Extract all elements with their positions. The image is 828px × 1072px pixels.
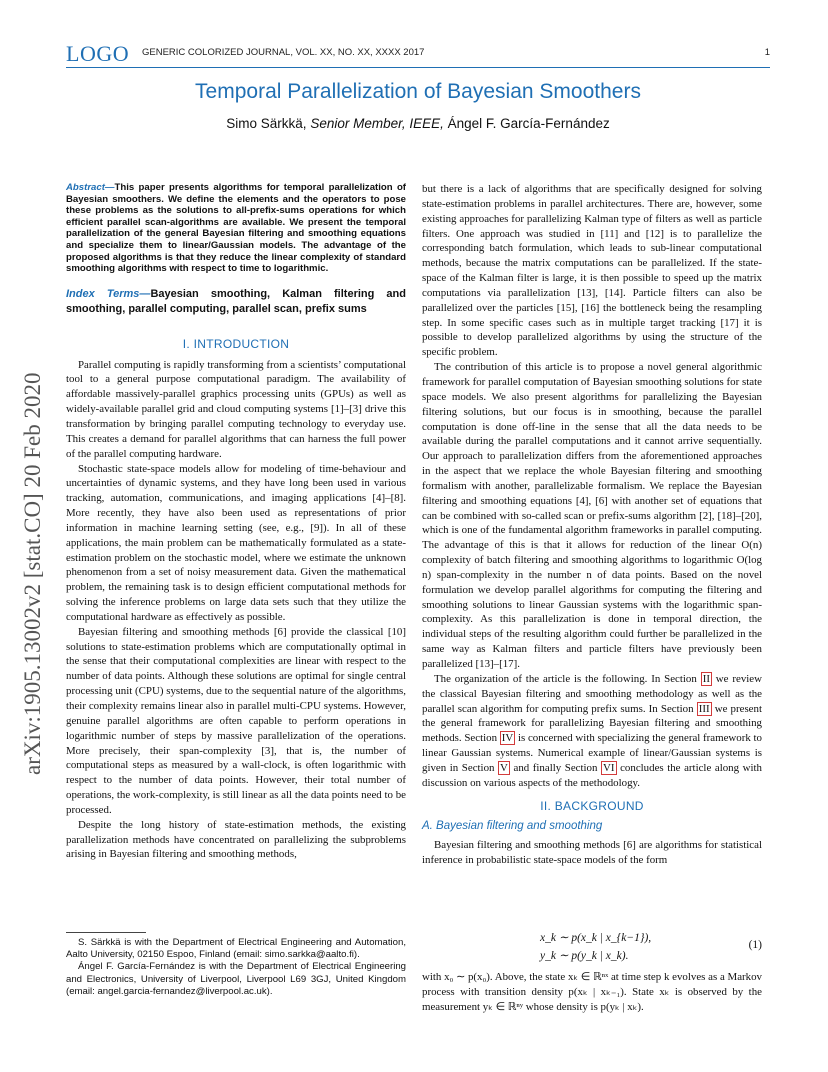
intro-paragraph: but there is a lack of algorithms that are specifically designed for solving state-estimation problems in parallel architectures. There are, however, some existing approaches for parallelizing Kalman type of filters as well as particle filters. One approach was studied in [11] and [12] is to parallelize the corresponding batch formulation, which leads to sub-linear computational methods, because the matrix computations can be parallelized. If the state-space of the Kalman filter is large, it is then possible to speed up the matrix computations via parallelization [13], [14]. Particle filters can also be parallelized over the particles [15], [16] the bottleneck being the resampling step. In some specific cases such as in multiple target tracking [17] it is possible to develop parallelized algorithms by using the structure of the specific problem. <box>422 183 762 359</box>
header-rule <box>66 67 770 68</box>
footnote-author-1: S. Särkkä is with the Department of Electrical Engineering and Automation, Aalto University, 02150 Espoo, Finland (email: simo.sarkka@aalto.fi). <box>66 937 406 961</box>
footnotes <box>66 937 406 998</box>
section-ref-link[interactable]: II <box>702 672 710 685</box>
page-number: 1 <box>764 47 770 58</box>
footnote-rule <box>66 932 146 933</box>
author-1: Simo Särkkä, <box>226 116 307 131</box>
section-ref-link[interactable]: VI <box>603 761 615 774</box>
index-terms-label: Index Terms— <box>66 287 151 300</box>
right-column <box>422 182 762 868</box>
abstract <box>66 182 406 275</box>
org-text: concludes the article along with discussion on various aspects of the methodology. <box>422 761 762 789</box>
left-column <box>66 182 406 862</box>
organization-paragraph <box>422 672 762 791</box>
arxiv-stamp: arXiv:1905.13002v2 [stat.CO] 20 Feb 2020 <box>20 372 45 775</box>
page-header <box>66 42 770 66</box>
subsection-heading: A. Bayesian filtering and smoothing <box>422 820 603 833</box>
org-text: The organization of the article is the following. In Section <box>434 672 701 685</box>
journal-name: GENERIC COLORIZED JOURNAL, VOL. XX, NO. XX, XXXX 2017 <box>142 47 425 58</box>
section-ref-link[interactable]: V <box>500 761 508 774</box>
index-terms <box>66 287 406 317</box>
author-1-role: Senior Member, IEEE, <box>310 116 444 131</box>
intro-paragraph: Despite the long history of state-estimation methods, the existing parallelization methods have concentrated on parallelizing the subproblems arising in Bayesian filtering and smoothing methods, <box>66 818 406 861</box>
after-equation-paragraph: with x₀ ∼ p(x₀). Above, the state xₖ ∈ ℝⁿˣ at time step k evolves as a Markov process with transition density p(xₖ | xₖ₋₁). State xₖ is observed by the measurement yₖ ∈ ℝⁿʸ whose density is p(yₖ | xₖ). <box>422 971 762 1013</box>
author-2: Ángel F. García-Fernández <box>447 116 610 131</box>
section-heading-background: II. BACKGROUND <box>540 798 644 813</box>
org-text: we review the classical Bayesian filtering and smoothing methodology as well as the parallel scan algorithm for computing prefix sums. In Section <box>422 672 762 715</box>
journal-logo: LOGO <box>66 41 130 66</box>
org-text: and finally Section <box>509 761 602 774</box>
equation-1 <box>540 930 762 966</box>
paper-title: Temporal Parallelization of Bayesian Smoothers <box>195 80 641 103</box>
intro-paragraph: Stochastic state-space models allow for modeling of time-behaviour and uncertainties of dynamic systems, and they have long been used in various tracking, automation, communications, and imaging applications [4]–[8]. More recently, they have also been used as representations of prior information in machine learning setting (see, e.g., [9]). In all of these applications, the main problem can be mathematically formulated as a state-estimation problem on the stochastic model, where we estimate the unknown phenomenon from a set of noisy measurement data. Given the mathematical problem, the remaining task is to design efficient computational methods for solving the inference problems on large data sets such that they utilize the computational hardware as effectively as possible. <box>66 462 406 623</box>
equation-line: y_k ∼ p(y_k | x_k). <box>540 950 629 962</box>
author-line <box>66 116 770 131</box>
equation-number: (1) <box>748 939 762 951</box>
section-heading-introduction: I. INTRODUCTION <box>182 336 290 351</box>
org-text: is concerned with specializing the general framework to linear Gaussian systems. Numerical example of linear/Gaussian systems is given in Section <box>422 732 763 774</box>
section-ref-link[interactable]: IV <box>501 732 514 745</box>
section-ref-link[interactable]: III <box>698 702 710 715</box>
index-terms-text: Bayesian smoothing, Kalman filtering and smoothing, parallel computing, parallel scan, prefix sums <box>66 287 406 315</box>
background-paragraph: Bayesian filtering and smoothing methods [6] are algorithms for statistical inference in probabilistic state-space models of the form <box>422 839 762 867</box>
intro-paragraph: The contribution of this article is to propose a novel general algorithmic framework for parallel computation of Bayesian smoothing solutions for state space models. We also present algorithms for parallelizing the Bayesian filtering solutions, but our focus is in smoothing, because the parallel computation is done off-line in the sense that all the data needs to be available during the parallel computations and it cannot arrive sequentially. Our approach to parallelization differs from the aforementioned approaches in the aspect that we replace the whole Bayesian filtering and smoothing formalism with another, parallelizable formalism. We replace the Bayesian filtering and smoothing equations [4], [6] with another set of equations that can be combined with so-called scan or prefix-sums algorithm [2], [18]–[20], which is one of the fundamental algorithm frameworks in parallel computing. The advantage of this is that it allows for reduction of the linear O(n) complexity of batch filtering and smoothing algorithms to logarithmic O(log n) span-complexity in the number n of data points. Based on the novel formulation we develop parallel algorithms for computing the filtering and smoothing solutions to linear Gaussian systems with the logarithmic span-complexity. As this parallelization is done in temporal direction, the individual steps of the resulting algorithm could further be parallelized in the same way as Kalman filters and particle filters have previously been parallelized [13]–[17]. <box>422 361 762 670</box>
abstract-label: Abstract— <box>66 182 115 193</box>
intro-paragraph: Parallel computing is rapidly transforming from a scientists’ computational tool to a general purpose computational paradigm. The availability of affordable massively-parallel graphics processing units (GPUs) as well as widely-available parallel grid and cloud computing systems [1]–[3] drive this transformation by bringing parallel computing technology to everyday use. This creates a demand for parallel algorithms that can harness the full power of the parallel computing hardware. <box>66 358 406 460</box>
intro-paragraph: Bayesian filtering and smoothing methods [6] provide the classical [10] solutions to state-estimation problems which are computationally optimal in the sense that their computational complexities are linear with respect to the number of data points. Although these solutions are optimal for single central processing unit (CPU) systems, due to the sequential nature of the algorithms, their complexity remains linear also in parallel multi-CPU systems. However, genuine parallel algorithms are often capable to perform operations in logarithmic number of steps by massive parallelization of the operations. More precisely, their span-complexity [3], that is, the number of computational steps as measured by a wall-clock, is often logarithmic with respect to the number of data points. However, their total number of operations, the work-complexity, is still linear as all the data points need to be processed. <box>66 625 406 816</box>
footnote-author-2: Ángel F. García-Fernández is with the Department of Electrical Engineering and Electronics, University of Liverpool, Liverpool L69 3GJ, United Kingdom (email: angel.garcia-fernandez@liverpool.ac.uk). <box>66 961 406 997</box>
org-text: we present the general framework for parallelizing Bayesian filtering and smoothing methods. Section <box>422 702 762 745</box>
abstract-text: This paper presents algorithms for temporal parallelization of Bayesian smoothers. We define the elements and the operators to pose these problems as the solutions to all-prefix-sums operations for which efficient parallel scan-algorithms are available. We present the temporal parallelization of the general Bayesian filtering and smoothing equations and specialize them to linear/Gaussian models. The advantage of the proposed algorithms is that they reduce the linear complexity of standard smoothing algorithms with respect to time to logarithmic. <box>66 182 406 275</box>
equation-line: x_k ∼ p(x_k | x_{k−1}), <box>540 932 652 944</box>
